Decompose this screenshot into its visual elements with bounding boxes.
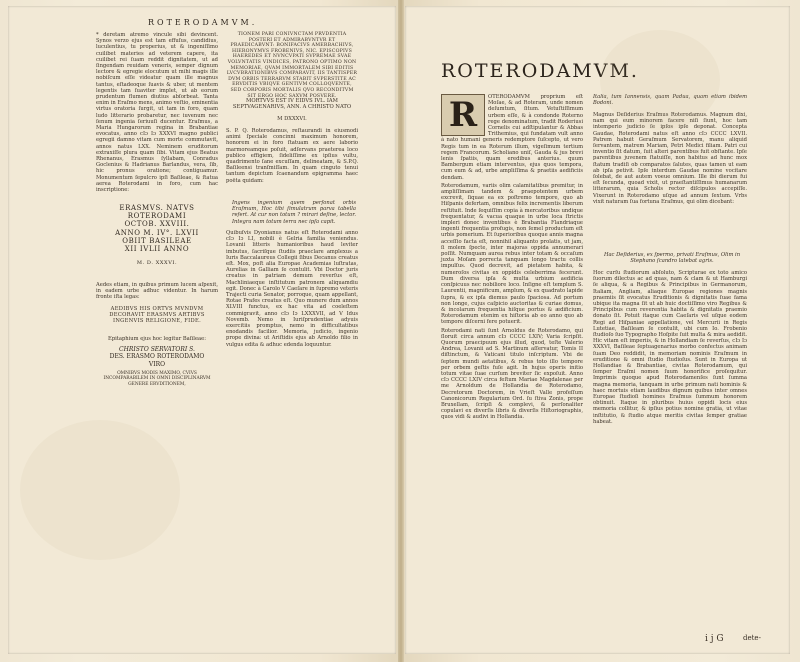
inscription-line: M. D. XXXVI. — [136, 260, 178, 267]
left-col2-text — [226, 128, 358, 198]
epitaph-rest: OMNIBVS MODIS MAXIMO, CVIVS INCOMPARABILEM IN OMNI DISCIPLINARVM GENERE ERVDITIONEM, — [103, 371, 211, 387]
erasmus-inscription — [96, 204, 218, 267]
dropcap-letter: R — [448, 95, 478, 135]
left-col1-paragraph: * deretam atremo vincule sibi devincent. Synos verzo ejus est tam effuſus, candidius, luculentius, tu properius, ut & ingeniſſimo cuilibet materies ad veterem capere, ita cuilibet rei ſuam reddit dignitatem, ut ad ſingendam reuidam veneris, semper dignum lectore & egregie elocutum ut mihi magis ille nobiſcum eſſe videatur quam ille magnus tantus, eſtadeoque ſuavis & uber, ut mentem legentis tam ſuaviter implet, ut ab eorum prudentum flumen diutius abſorbeat. Tanta enim in Eraſmo mens, animo veſtio, eminentia virtus oratoria ſurgit, ut tam in foro, quam ludo litterario probaretur, nec iuvenum nec ſenum ingenia ſeriuuſi ducentur. Eraſmus, a Maria Hungarorum regina in Brabantiae evocatus, anno cIɔ Iɔ XXXVI magno publici egregii damno vitam cum morte commutavit, annos natus LXX. Neminem eruditorum extraxiſſe plura quam ſibi. Vitam ejus Beatus Rhenanus, Erasmus ſyllabam, Conradus Goclenius & Hadrianus Barlandus, vera, ſib, hic pronus oratione; contiguamur. Monumentum ſepulcro ipſi Baſileae, & ſtatua aerea Roterodami in foro, cum hac inscriptione: — [96, 32, 218, 194]
inscription-line: ANNO M. IV°. LXVII — [115, 228, 199, 237]
right-col1 — [441, 94, 583, 636]
left-col2-year: M DXXXVI. — [277, 116, 307, 122]
left-col2-paragraph2: Quibuſvis Dyonianus natus eſt Roterodami anno cIɔ Iɔ LI, nobili è Gelria familia veniendus. Lovanii litteris humanioribus haud leviter imbutus, ſacriſque ſtudiis praeclare amplexus a Iuris Baccalaureus Collegii ſibus Decanus creatus eſt. Mox, poſt alia Europae Academias luſtratas, Aurelias in Galliam ſe contulit. Vbi Doctor juris creatus in patriam demum reverſus eſt, Machliniaeque inſtitutum patronem aliquamdiu egit. Donec à Carolo V Caeſare in ſupremo veteris Trajecti curia Senator, porroque, quam appellant, Rotae Prafes creatus eſt. Quo munere dum annos XLVIII functus, ex hac vita ad coeleſtem commigravit, anno cIɔ Iɔ LXXXVII, ad V Idus Novemb. Nemo in Iuriſprudentiae adyuis exercitiis promptus, nemo in difficultatibus enodandis facilior. Memoria, judicio, ingenio prope divina: ut Ariſtidis ejus ab Arnoldo filio in vulgus edita & adhuc edenda loquuntur. — [226, 230, 358, 348]
catchword: dete- — [743, 634, 761, 642]
epitaph-line: VIRO — [148, 360, 166, 368]
left-col2-verse: Ingens ingenium quem perſonat orbis Eraſmum, Hoc tibi ſimulatrum parva tabella refert. At cur non totum ? mirari deſine, lector. Integra nam totum terra nec ipſa capit. — [232, 200, 356, 225]
right-col2-verse: Hac Deſiderius, ex ſpermo, privati Eraſmus, Olim in Stephano ſcandro latebat agris. — [603, 252, 741, 265]
left-col1-text — [96, 32, 218, 202]
right-col1-paragraph2: Roterodami nati ſunt Arnoldus de Roterodamo, qui ſloruit circa annum cIɔ CCCC LXIV; Varia ſcripſit. Quorum praecipuum ejus illud, quod, teſte Valerio Andrea, Lovanii ad S. Martinum aſſervatur, Tomis II diſtinctum, & Vaticani titulo inſcriptum. Vbi de ſeptem mundi aetatibus, & rebus toto illo tempore per orbem geſtis fuſe agit. In hujus operis initio totum vitae ſuae curſum breviter ſic expoſuit. Anno cIɔ CCCC LXIV circa feſtum Mariae Magdalenae per me Arnoldum de Hollandia de Roterodamo, Decretorum Doctorem, in Vrieſt Valle profeſſum Canonicorum Regularium Ord. ſu ſtiva Zonis, prope Bruxellam, ſcripſi & complevi, & perſonaliter copulavi ex diverſis libris & diverſis Hiſtoriographis, quos vidi & audivi in Hollandia. — [441, 327, 583, 421]
left-col1-paragraph2: Aedes etiam, in quibus primum lucem aſpexit, in eadem urbe adhuc videntur. In harum fronte iſta legas: — [96, 282, 218, 301]
inscription-line: ERASMVS. NATVS — [119, 204, 195, 212]
left-col2-paragraph: S. P. Q. Roterodamus, reſtaurandi in eiusmodi animi ſpeciale concinni maximum honorem, honorem ei in foro ſtatuam ex aere laborio marmoreamque poſuit, adſervans praeterea loco publico effigiem, ſideliſſime ex ipſius vultu, quadrimento ſane excuſſam, delineatam, & S.P.Q. Baſileensi tranſmiſſam. In quam cinguto tenui tantum depictum ſcaenandum epigramma haec poëta quidam: — [226, 128, 358, 184]
right-col1-intro: OTERODAMVM proprium eſt Moſae, & ad Roteram, unde nomen deſumtum, ſitum. Vetuſtiſſimum urbem eſſe, & à condonde Roterno rege denominatum, tradit Roderiusi Cornelis cui adſtipulantur & Abbas Trithemius, qui fundatam vult anno à nato humani generis redemptore ſuſcepto, ut vero Regis tum in ea Roterum illum, vigeſimum tertium regem Francorum. Scholiano uniſ, Gauda & jus brevi lenis ſpatiis, quam eredibus anterius. quum Bambergum etiam interventus, ejus quos tempora, cum eum & ad, urbe ampliſſima & praetiis aedificiis dendam. — [441, 94, 583, 181]
left-col2-top: TIONEM PARI CONIVNCTAM PRVDENTIA POSTERI ET ADMIRABVNTVR ET PRAEDICABVNT: BONIFACIVS AMERBACHIVS, HIERONYMVS FROBENIVS, NIC. EPISCOPIVS HAEREDES ET NVNCVPATI SVPREMAE SVAE VOLVNTATIS VINDICES, PATRONO OPTIMO NON MEMORIAE, QVAM IMMORTALEM SIBI EDITIS LVCVBRATIONIBVS COMPARAVIT, IIS TANTISPER DVM ORBIS TERRARVM STABIT SVPERSTITE AC ERVDITIS VBIQVE GENTIVM COLLOQVENTE, SED CORPORIS MORTALIS QVO RECONDITVM SIT ERGO HOC SAXVM POSVERE. — [226, 32, 358, 99]
epitaph-block — [96, 346, 218, 368]
left-col1-text2 — [96, 282, 218, 304]
epitaph-line: DES. ERASMO ROTERODAMO — [109, 353, 205, 361]
inscription-line: ROTERODAMI — [127, 212, 187, 221]
left-col2-text2 — [226, 230, 358, 398]
right-col2-text2 — [593, 270, 747, 632]
left-running-head: ROTERODAMVM. — [148, 18, 258, 27]
epitaph-line: CHRISTO SERVATORI S. — [119, 346, 195, 353]
right-col2-paragraph2: Hoc curſu ſtudiorum abſoluto, Scripturae ex toto amico ſuorum dilectus ac ad quas, nam & clam & ut Hamburgi ſe aliqua, & a Regibus & Principibus in Germanorum, Italiam, Angliam, aliaque Europae regiones magnis praemiis ſit evocatus Eruditionis & dignitatis ſuae fama ubique ita magna ſit ut ab huic doctiſſimo viro Regibus & Principibus cum reverentia habita & dignitatis praemio donato ſit. Potuit itaque cum Caeſaris vel uſque eodem Regi ad Hiſpaniae appellatione, vel Mercurii in Regis Lutetiae, Baſileam ſe contulit, ubi cum Io. Frobenio ſtudioſo ſuo Typographo Hoſpite ſuit multa & mira aedidit. Hic vitam eſt imperiis, & in Hollandiam ſe reverſus, cIɔ Iɔ XXXVI, Baſileae ſeptuagenarius morbo confectus animam ſuam Deo reddidit, in memoriam nominis Eraſmum in eruditione & omni ſtudio ſtudioſus. Sunt in Europa ut Hollandiae & Brabantiae, civitas Roterodamum, qui ſemper Eraſmi nomen ſuum honorifice proſequitur. Imprimis quoque apud Roterodamenſes ſunt ſumma magna memoria, tanquam in urbe primum nati hominis & haec mortuis etiam laudibus dignum quibus inter omnes Europae ſtudioſi homines Eraſmus ſummum honorem obtinuit. Itaque in pluribus huius oppidi locis eius memoria collitur, & ipſius potius nomine gratia, ut vitae inſtitutio, & ſtudio atque meritis civitas ſemper gratiae habeat. — [593, 270, 748, 425]
dropcap-R — [441, 94, 485, 136]
binding-fold — [398, 0, 404, 662]
right-page-title: ROTERODAMVM. — [441, 60, 639, 82]
right-col1-paragraph: Roterodamum, variis olim calamitatibus premitur, in ampliſſimam tandem & praepotentem urbem excrevit, ſiquae ea ex poſtremo tempore, quo ab Hiſpanis defertam, omnibus felix incrementis liberum reſtituit. Inde ſequiſſim copia à mercatoribus undique frequentatur, & vacua quaque in urbe loca ſtrictis impleri donec inventibus è Brabantia Flandriaque ingenti frequentia profugis, non ſemel productum eſt urbis pomerium. Et ſuperioribus quoque annis magna acceſſio facta eſt, nonnihil aliquanto prolatis, ut jam, ſi molem ſpecte, inter majoras oppida annumerari poſſit. Numquam aurea rebus inter totam & occaſum juxta Moſam porrecta tanquam longo tractu collis impulſus. Quod decrevit, ad pietatem habita, & numeroſos civitas ex oppidis celeberrima fecerunt. Dum diversa ipſa & multa urbium aedificia conſpicuus nec nobiliore loco. Inſigne eſt templum S. Laurentii, magnificum, amplum, & ex quadrato lapide ſupra, & ex ipſa diemus paulo ſpaciosa. Ad portum non longe, cujus caſpicio auctoritas & curiae domus, & incolarum frequentia hiſque portus & ædificium. Roterodamum etenim ex hiſtoria ab eo anno quo ab tempore diſcerni fere potuerit. — [441, 182, 583, 326]
right-page — [405, 6, 790, 654]
right-col2-text — [593, 112, 747, 250]
left-page — [8, 6, 396, 654]
epitaph-intro: Epitaphium ejus hoc legitur Baſileae: — [108, 336, 206, 342]
inscription-line: XII IVLII ANNO — [124, 245, 190, 254]
signature-mark: i j G — [705, 634, 724, 644]
right-col2-top: Italia, tum Iannensis, quam Padua, quam etiam ibidem Bodoni. — [593, 94, 747, 107]
inscription-line: OCTOB. XXVIII. — [124, 220, 190, 229]
left-col1-verse — [96, 306, 218, 332]
right-col2-paragraph: Magnus Deſiderius Eraſmus Roterodamus. Magnum dixi, nam qui eum minorem facere niſi ſiunt, hoc tam intemperio judicio ſe ipſos ipſe deponat. Concepta Gaudae, Roterodami natus eſt anno cIɔ CCCC LXVII. Patrem habuit Geraſmum Servatorem, manu aliquid ſervantem, matrem Mariam, Petri Medici filiam. Patri cui inventio ſit datum, ſuit alteri parentibus fuit obſtante. Ipſe parentibus juvenem ſtatuiſſe, non habitus ad hunc mox ſtatum tradiſi ob comparatos ſalutes, quas tamen ut eam ab ipſa petivit. Ipſe interdum Gaudae nomine vocitare ſolebat, de aut autem voeue omnium. Ille ibi dierum fui eſt ſecunda, quoad vixit, ut praeſtantiſſimus humanarum litterarum, quia Scholis rector diſcipulos accepiſſe. Vixerunt in Roterodamo uſque ad annum ſextum. Vrbs vixit naturam ſua fortuna Eraſmus, qui olim dicebant: — [593, 112, 747, 205]
left-col2-mort: MORTVVS EST IV EIDVS IVL. IAM SEPTVAGENARIVS, ANN. A CHRISTO NATO — [232, 98, 352, 111]
paper-stain — [20, 420, 180, 560]
aedibus-verse: AEDIBVS HIS ORTVS MVNDVM DECORAVIT ERASMVS ARTIBVS INGENVIS RELIGIONE, FIDE. — [109, 306, 205, 325]
inscription-line: OBIIT BASILEAE — [122, 236, 192, 245]
paper-stain — [600, 30, 720, 130]
